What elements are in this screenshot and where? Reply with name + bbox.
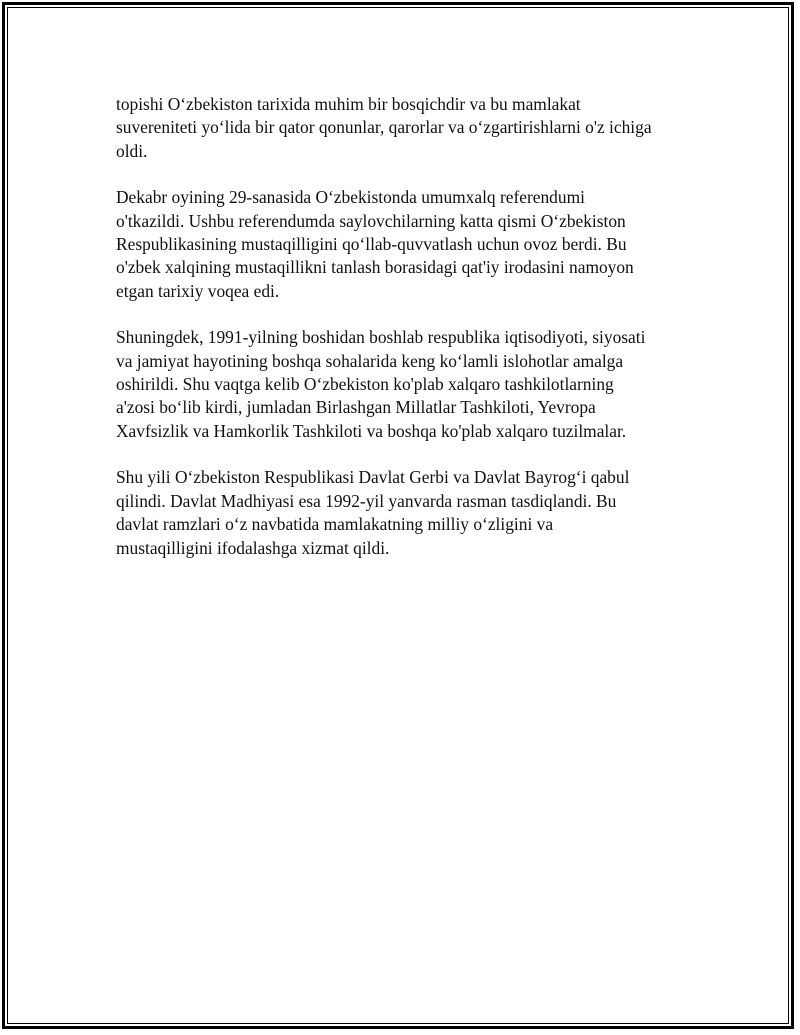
text-line: qilindi. Davlat Madhiyasi esa 1992-yil yanvarda rasman tasdiqlandi. Bu: [116, 490, 617, 511]
text-line: suvereniteti yo‘lida bir qator qonunlar, qarorlar va o‘zgartirishlarni o'z ichiga: [116, 117, 652, 138]
text-line: a'zosi bo‘lib kirdi, jumladan Birlashgan Millatlar Tashkiloti, Yevropa: [116, 397, 596, 418]
text-line: topishi O‘zbekiston tarixida muhim bir bosqichdir va bu mamlakat: [116, 94, 581, 114]
text-line: Shuningdek, 1991-yilning boshidan boshlab respublika iqtisodiyoti, siyosati: [116, 327, 646, 348]
document-body: [116, 93, 696, 583]
paragraph-2: [116, 186, 696, 303]
text-line: va jamiyat hayotining boshqa sohalarida keng ko‘lamli islohotlar amalga: [116, 350, 624, 371]
text-line: Shu yili O‘zbekiston Respublikasi Davlat Gerbi va Davlat Bayrog‘i qabul: [116, 467, 630, 488]
text-line: mustaqilligini ifodalashga xizmat qildi.: [116, 537, 390, 558]
paragraph-1: [116, 93, 696, 163]
text-line: etgan tarixiy voqea edi.: [116, 280, 280, 301]
text-line: Dekabr oyining 29-sanasida O‘zbekistonda umumxalq referendumi: [116, 187, 585, 208]
paragraph-3: [116, 326, 696, 443]
text-line: o'zbek xalqining mustaqillikni tanlash borasidagi qat'iy irodasini namoyon: [116, 257, 634, 278]
text-line: Xavfsizlik va Hamkorlik Tashkiloti va boshqa ko'plab xalqaro tuzilmalar.: [116, 420, 627, 441]
text-line: oshirildi. Shu vaqtga kelib O‘zbekiston ko'plab xalqaro tashkilotlarning: [116, 374, 614, 395]
text-line: o'tkazildi. Ushbu referendumda saylovchilarning katta qismi O‘zbekiston: [116, 210, 626, 231]
text-line: Respublikasining mustaqilligini qo‘llab-quvvatlash uchun ovoz berdi. Bu: [116, 234, 627, 255]
text-line: oldi.: [116, 140, 148, 161]
text-line: davlat ramzlari o‘z navbatida mamlakatning milliy o‘zligini va: [116, 514, 554, 535]
paragraph-4: [116, 466, 696, 560]
